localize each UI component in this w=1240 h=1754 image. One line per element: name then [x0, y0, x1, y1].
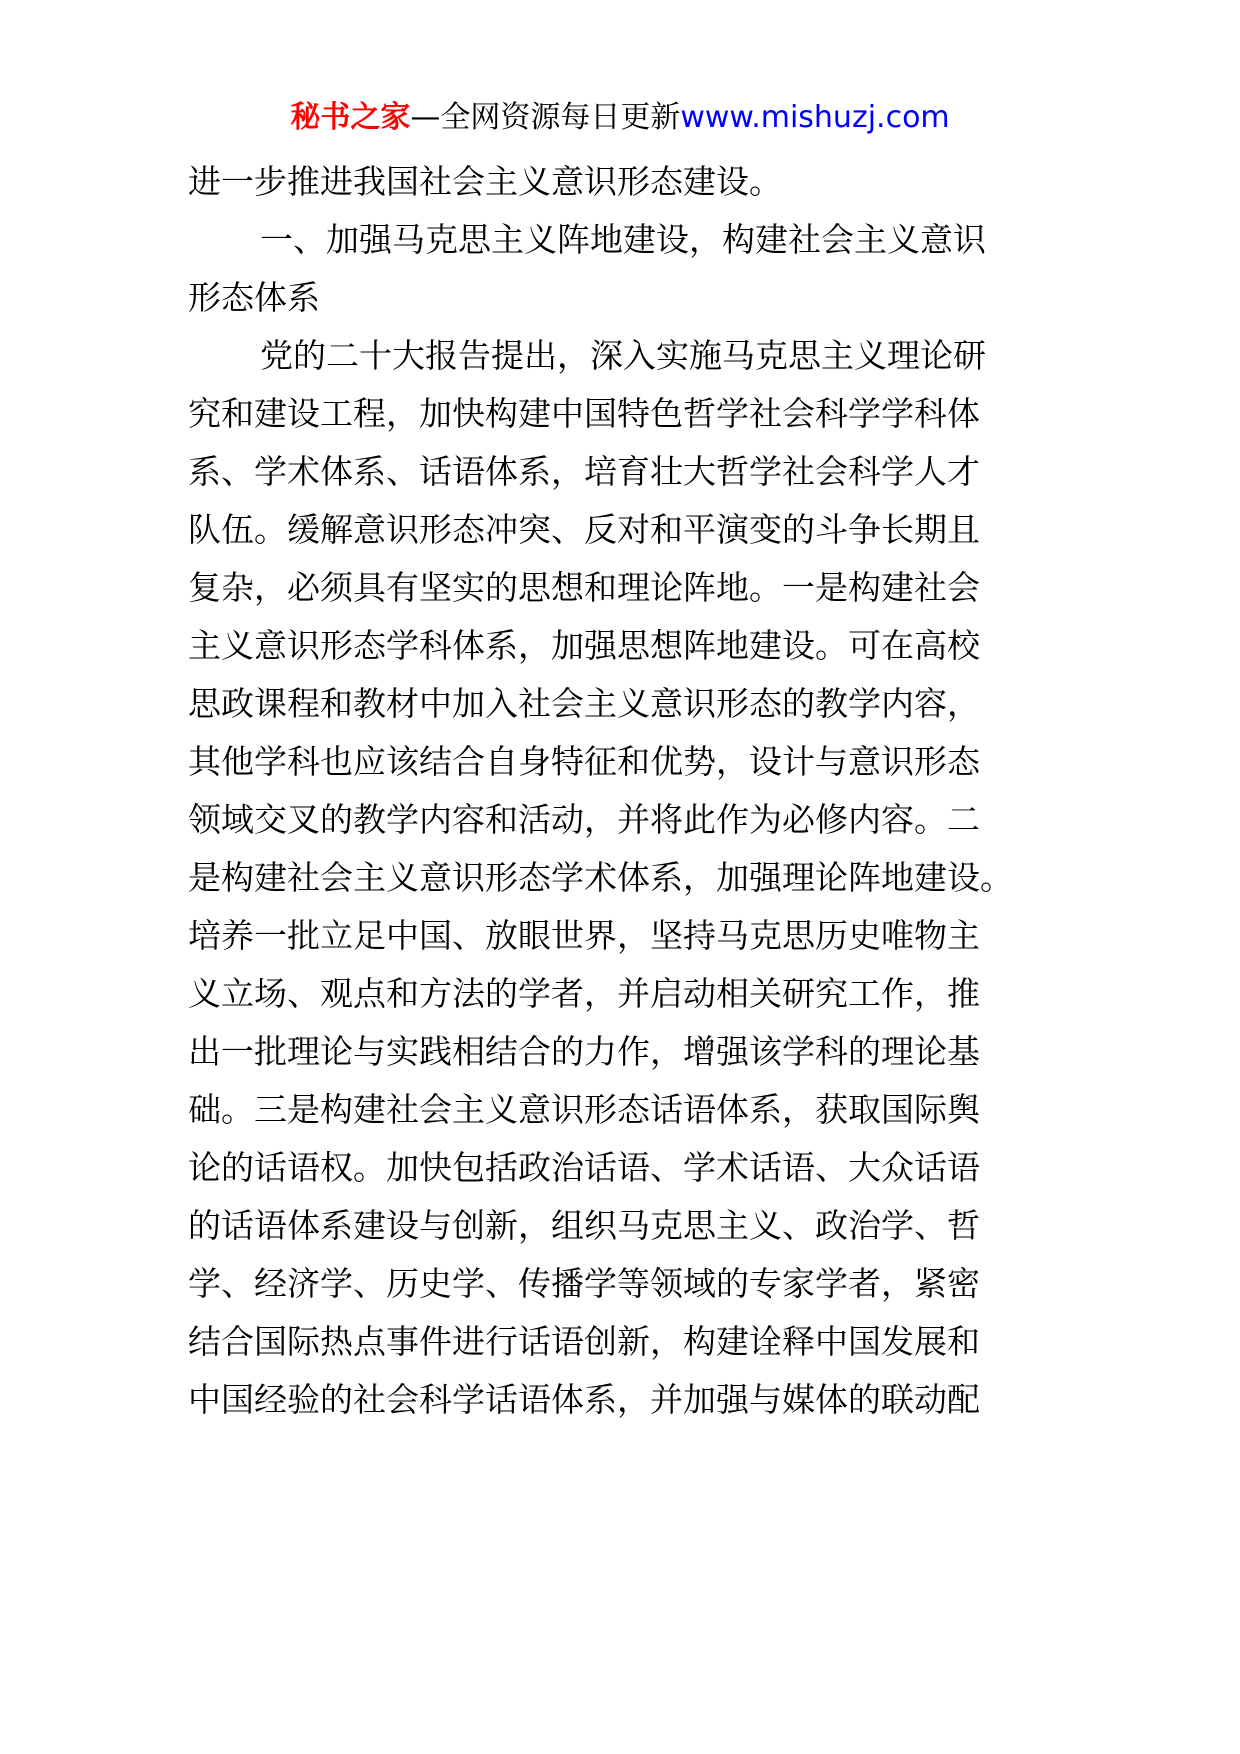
section-heading-line: 一、加强马克思主义阵地建设，构建社会主义意识	[260, 220, 986, 259]
text-line: 究和建设工程，加快构建中国特色哲学社会科学学科体	[188, 394, 980, 433]
text-line: 系、学术体系、话语体系，培育壮大哲学社会科学人才	[188, 452, 980, 491]
brand-name: 秘书之家	[290, 100, 411, 135]
text-line: 论的话语权。加快包括政治话语、学术话语、大众话语	[188, 1148, 980, 1187]
text-line: 其他学科也应该结合自身特征和优势，设计与意识形态	[188, 742, 980, 781]
text-line: 是构建社会主义意识形态学术体系，加强理论阵地建设。	[188, 858, 1013, 897]
text-line: 主义意识形态学科体系，加强思想阵地建设。可在高校	[188, 626, 980, 665]
text-line: 中国经验的社会科学话语体系，并加强与媒体的联动配	[188, 1380, 980, 1419]
section-heading-line: 形态体系	[188, 278, 320, 317]
text-line: 义立场、观点和方法的学者，并启动相关研究工作，推	[188, 974, 980, 1013]
text-line: 结合国际热点事件进行话语创新，构建诠释中国发展和	[188, 1322, 980, 1361]
text-line: 进一步推进我国社会主义意识形态建设。	[188, 162, 782, 201]
text-line: 培养一批立足中国、放眼世界，坚持马克思历史唯物主	[188, 916, 980, 955]
text-line: 复杂，必须具有坚实的思想和理论阵地。一是构建社会	[188, 568, 980, 607]
page-header	[0, 98, 1240, 138]
text-line: 领域交叉的教学内容和活动，并将此作为必修内容。二	[188, 800, 980, 839]
text-line: 学、经济学、历史学、传播学等领域的专家学者，紧密	[188, 1264, 980, 1303]
text-line: 党的二十大报告提出，深入实施马克思主义理论研	[260, 336, 986, 375]
text-line: 的话语体系建设与创新，组织马克思主义、政治学、哲	[188, 1206, 980, 1245]
text-line: 础。三是构建社会主义意识形态话语体系，获取国际舆	[188, 1090, 980, 1129]
header-slogan: —全网资源每日更新	[410, 100, 681, 135]
text-line: 队伍。缓解意识形态冲突、反对和平演变的斗争长期且	[188, 510, 980, 549]
website-url[interactable]: www.mishuzj.com	[680, 100, 950, 135]
text-line: 出一批理论与实践相结合的力作，增强该学科的理论基	[188, 1032, 980, 1071]
text-line: 思政课程和教材中加入社会主义意识形态的教学内容，	[188, 684, 980, 723]
